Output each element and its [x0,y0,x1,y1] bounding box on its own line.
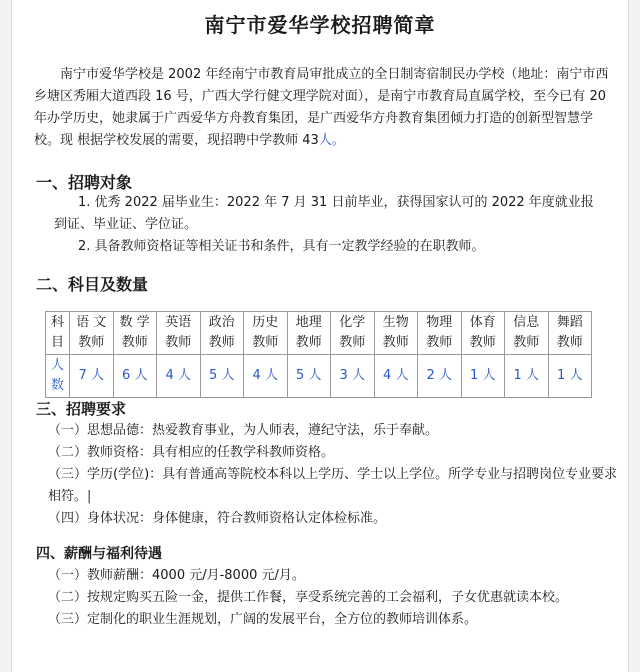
target-item-1: 1. 优秀 2022 届毕业生：2022 年 7 月 31 日前毕业，获得国家认可的 2022 年度就业报 [78,195,594,210]
requirements-list [48,420,618,530]
subject-cell: 政治 教师 [200,312,244,355]
requirement-item: （二）教师资格：具有相应的任教学科教师资格。 [48,445,335,460]
subject-cell: 历史 教师 [244,312,288,355]
count-cell: 4 人 [374,355,418,398]
intro-text: 南宁市爱华学校是 2002 年经南宁市教育局审批成立的全日制寄宿制民办学校（地址：南宁市西乡塘区秀厢大道西段 16 号，广西大学行健文理学院对面），是南宁市教育局直属学校，至今已有 20 年办学历史，她隶属于广西爱华方舟教育集团，是广西爱华方舟教育集团倾力打造的创新型智慧学校。现 根据学校发展的需要，现招聘中学教师 43 [34,67,609,148]
count-cell: 1 人 [505,355,549,398]
intro-highlight: 人。 [318,133,345,148]
benefits-list [48,565,618,631]
count-cell: 3 人 [331,355,375,398]
table-header-label: 科目 [46,312,70,355]
table-row-counts [46,355,592,398]
count-cell: 5 人 [287,355,331,398]
count-cell: 1 人 [548,355,592,398]
intro-paragraph [34,64,612,152]
subject-cell: 生物 教师 [374,312,418,355]
benefit-item: （二）按规定购买五险一金，提供工作餐，享受系统完善的工会福利，子女优惠就读本校。 [48,590,569,605]
document-title: 南宁市爱华学校招聘简章 [204,13,436,37]
section-heading-benefits: 四、薪酬与福利待遇 [36,546,162,562]
subject-cell: 化学 教师 [331,312,375,355]
requirement-item: （一）思想品德：热爱教育事业，为人师表，遵纪守法，乐于奉献。 [48,423,439,438]
subject-cell: 舞蹈 教师 [548,312,592,355]
target-item-2: 2. 具备教师资格证等相关证书和条件，具有一定教学经验的在职教师。 [78,239,485,254]
document-page[interactable] [12,0,628,672]
subject-cell: 语 文 教师 [70,312,114,355]
subject-cell: 物理 教师 [418,312,462,355]
count-cell: 4 人 [244,355,288,398]
subjects-table [45,311,592,398]
requirement-item [48,464,618,508]
count-cell: 4 人 [157,355,201,398]
subject-cell: 英语 教师 [157,312,201,355]
section-heading-requirements: 三、招聘要求 [36,400,127,418]
subject-cell: 数 学 教师 [113,312,157,355]
count-cell: 7 人 [70,355,114,398]
section-heading-subjects: 二、科目及数量 [36,275,149,294]
count-cell: 1 人 [461,355,505,398]
requirement-text: （三）学历(学位)：具有普通高等院校本科以上学历、学士以上学位。所学专业与招聘岗位专业要求相符。 [48,467,618,504]
text-cursor: | [87,489,92,504]
count-cell: 2 人 [418,355,462,398]
subject-cell: 地理 教师 [287,312,331,355]
target-item-1-cont: 到证、毕业证、学位证。 [54,217,198,232]
table-row-subjects [46,312,592,355]
table-count-label: 人数 [46,355,70,398]
count-cell: 6 人 [113,355,157,398]
requirement-item: （四）身体状况：身体健康，符合教师资格认定体检标准。 [48,511,387,526]
subject-cell: 体育 教师 [461,312,505,355]
subject-cell: 信息 教师 [505,312,549,355]
benefit-item: （一）教师薪酬：4000 元/月-8000 元/月。 [48,568,305,583]
benefit-item: （三）定制化的职业生涯规划，广阔的发展平台，全方位的教师培训体系。 [48,612,478,627]
section-heading-targets: 一、招聘对象 [36,173,133,192]
count-cell: 5 人 [200,355,244,398]
